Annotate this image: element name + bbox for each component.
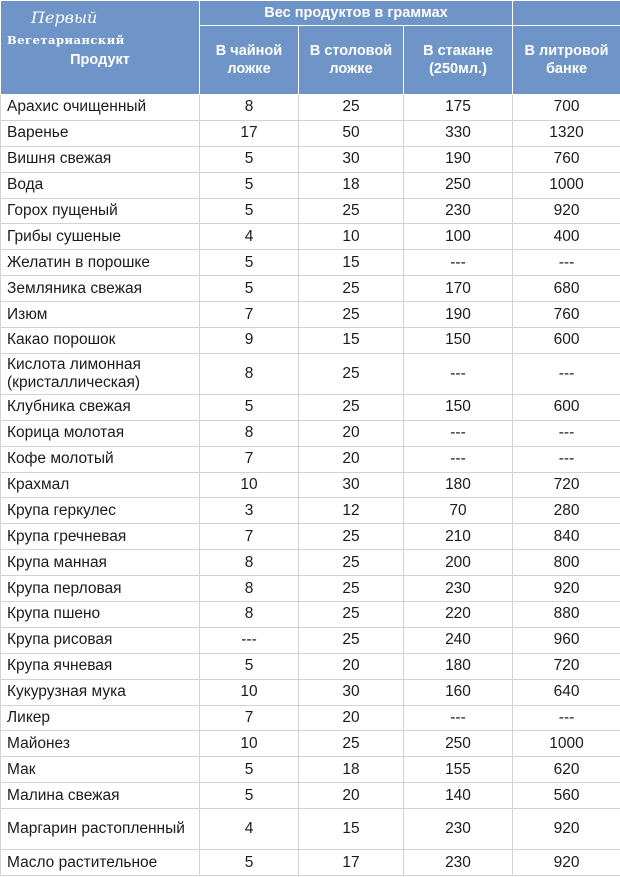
- table-row: [1, 627, 620, 653]
- tablespoon-cell: 17: [299, 850, 404, 876]
- tablespoon-cell: 20: [299, 783, 404, 809]
- product-cell: Желатин в порошке: [1, 250, 200, 276]
- product-cell: Вода: [1, 172, 200, 198]
- glass-cell: 230: [404, 198, 513, 224]
- teaspoon-cell: 4: [200, 809, 299, 850]
- header-blank-cell: [513, 1, 620, 26]
- tablespoon-cell: 25: [299, 731, 404, 757]
- liter-jar-cell: 680: [513, 276, 620, 302]
- product-cell: Маргарин растопленный: [1, 809, 200, 850]
- glass-cell: 175: [404, 95, 513, 121]
- table-row: [1, 394, 620, 420]
- tablespoon-cell: 30: [299, 472, 404, 498]
- tablespoon-cell: 25: [299, 302, 404, 328]
- tablespoon-cell: 25: [299, 576, 404, 602]
- teaspoon-cell: 4: [200, 224, 299, 250]
- glass-cell: 250: [404, 172, 513, 198]
- product-cell: Крупа пшено: [1, 602, 200, 628]
- tablespoon-cell: 25: [299, 627, 404, 653]
- liter-jar-cell: ---: [513, 420, 620, 446]
- teaspoon-column-header: В чайной ложке: [200, 26, 299, 95]
- teaspoon-cell: 9: [200, 328, 299, 354]
- table-row: [1, 420, 620, 446]
- tablespoon-cell: 25: [299, 198, 404, 224]
- glass-cell: 180: [404, 472, 513, 498]
- product-cell: Вишня свежая: [1, 146, 200, 172]
- teaspoon-cell: 5: [200, 250, 299, 276]
- product-cell: Корица молотая: [1, 420, 200, 446]
- glass-cell: 100: [404, 224, 513, 250]
- table-row: [1, 550, 620, 576]
- teaspoon-cell: 3: [200, 498, 299, 524]
- table-row: [1, 783, 620, 809]
- glass-cell: 330: [404, 120, 513, 146]
- table-header: [1, 1, 620, 95]
- product-cell: Крахмал: [1, 472, 200, 498]
- table-row: [1, 353, 620, 394]
- product-cell: Арахис очищенный: [1, 95, 200, 121]
- tablespoon-cell: 25: [299, 394, 404, 420]
- liter-jar-cell: 1000: [513, 172, 620, 198]
- liter-jar-cell: ---: [513, 353, 620, 394]
- teaspoon-cell: 5: [200, 198, 299, 224]
- liter-jar-cell: 960: [513, 627, 620, 653]
- glass-cell: 180: [404, 653, 513, 679]
- product-cell: Крупа манная: [1, 550, 200, 576]
- product-cell: Мак: [1, 757, 200, 783]
- glass-cell: 230: [404, 850, 513, 876]
- glass-cell: 150: [404, 394, 513, 420]
- teaspoon-cell: 7: [200, 705, 299, 731]
- table-row: [1, 172, 620, 198]
- liter-jar-cell: 800: [513, 550, 620, 576]
- table-row: [1, 224, 620, 250]
- table-row: [1, 146, 620, 172]
- product-cell: Варенье: [1, 120, 200, 146]
- teaspoon-cell: 5: [200, 146, 299, 172]
- table-row: [1, 95, 620, 121]
- liter-jar-cell: 920: [513, 576, 620, 602]
- glass-cell: 170: [404, 276, 513, 302]
- tablespoon-cell: 30: [299, 679, 404, 705]
- logo-line-2: Вегетарианский: [7, 33, 125, 47]
- product-cell: Клубника свежая: [1, 394, 200, 420]
- liter-jar-cell: 700: [513, 95, 620, 121]
- product-cell: Крупа гречневая: [1, 524, 200, 550]
- product-column-label: Продукт: [70, 52, 130, 68]
- product-cell: Какао порошок: [1, 328, 200, 354]
- liter-jar-cell: 600: [513, 394, 620, 420]
- glass-column-header: В стакане (250мл.): [404, 26, 513, 95]
- glass-cell: 250: [404, 731, 513, 757]
- glass-cell: 230: [404, 809, 513, 850]
- tablespoon-cell: 20: [299, 446, 404, 472]
- glass-cell: 190: [404, 146, 513, 172]
- liter-jar-cell: 640: [513, 679, 620, 705]
- tablespoon-cell: 30: [299, 146, 404, 172]
- header-group-label: Вес продуктов в граммах: [200, 1, 513, 26]
- teaspoon-cell: 10: [200, 731, 299, 757]
- liter-jar-cell: 720: [513, 472, 620, 498]
- table-row: [1, 276, 620, 302]
- glass-cell: 160: [404, 679, 513, 705]
- table-row: [1, 731, 620, 757]
- liter-jar-cell: 560: [513, 783, 620, 809]
- tablespoon-cell: 20: [299, 653, 404, 679]
- liter-jar-column-header: В литровой банке: [513, 26, 620, 95]
- tablespoon-cell: 25: [299, 524, 404, 550]
- table-row: [1, 302, 620, 328]
- glass-cell: 190: [404, 302, 513, 328]
- liter-jar-cell: 920: [513, 198, 620, 224]
- glass-cell: ---: [404, 446, 513, 472]
- glass-cell: 70: [404, 498, 513, 524]
- table-row: [1, 328, 620, 354]
- liter-jar-cell: ---: [513, 705, 620, 731]
- liter-jar-cell: ---: [513, 446, 620, 472]
- product-column-header: [1, 1, 200, 95]
- table-row: [1, 524, 620, 550]
- liter-jar-cell: 620: [513, 757, 620, 783]
- glass-cell: ---: [404, 705, 513, 731]
- product-cell: Крупа рисовая: [1, 627, 200, 653]
- teaspoon-cell: 7: [200, 446, 299, 472]
- glass-cell: 200: [404, 550, 513, 576]
- product-cell: Крупа перловая: [1, 576, 200, 602]
- product-cell: Грибы сушеные: [1, 224, 200, 250]
- table-row: [1, 250, 620, 276]
- liter-jar-cell: 720: [513, 653, 620, 679]
- product-cell: Ликер: [1, 705, 200, 731]
- teaspoon-cell: 8: [200, 95, 299, 121]
- teaspoon-cell: 10: [200, 472, 299, 498]
- teaspoon-cell: 8: [200, 602, 299, 628]
- table-row: [1, 679, 620, 705]
- glass-cell: 150: [404, 328, 513, 354]
- teaspoon-cell: 5: [200, 394, 299, 420]
- tablespoon-cell: 25: [299, 276, 404, 302]
- table-row: [1, 120, 620, 146]
- table-row: [1, 602, 620, 628]
- tablespoon-cell: 12: [299, 498, 404, 524]
- table-row: [1, 653, 620, 679]
- tablespoon-cell: 15: [299, 809, 404, 850]
- liter-jar-cell: 280: [513, 498, 620, 524]
- teaspoon-cell: 8: [200, 420, 299, 446]
- tablespoon-cell: 20: [299, 420, 404, 446]
- teaspoon-cell: 17: [200, 120, 299, 146]
- glass-cell: ---: [404, 420, 513, 446]
- liter-jar-cell: 400: [513, 224, 620, 250]
- product-cell: Майонез: [1, 731, 200, 757]
- glass-cell: 155: [404, 757, 513, 783]
- tablespoon-cell: 10: [299, 224, 404, 250]
- tablespoon-column-header: В столовой ложке: [299, 26, 404, 95]
- table-row: [1, 198, 620, 224]
- teaspoon-cell: 10: [200, 679, 299, 705]
- teaspoon-cell: 5: [200, 850, 299, 876]
- glass-cell: 230: [404, 576, 513, 602]
- teaspoon-cell: 7: [200, 524, 299, 550]
- liter-jar-cell: 1000: [513, 731, 620, 757]
- tablespoon-cell: 25: [299, 95, 404, 121]
- glass-cell: ---: [404, 250, 513, 276]
- product-cell: Кукурузная мука: [1, 679, 200, 705]
- product-cell: Крупа ячневая: [1, 653, 200, 679]
- table-row: [1, 757, 620, 783]
- product-cell: Кофе молотый: [1, 446, 200, 472]
- product-cell: Кислота лимонная (кристаллическая): [1, 353, 200, 394]
- product-cell: Крупа геркулес: [1, 498, 200, 524]
- liter-jar-cell: 840: [513, 524, 620, 550]
- teaspoon-cell: 5: [200, 172, 299, 198]
- liter-jar-cell: 760: [513, 146, 620, 172]
- teaspoon-cell: 5: [200, 653, 299, 679]
- table-row: [1, 472, 620, 498]
- glass-cell: 220: [404, 602, 513, 628]
- liter-jar-cell: ---: [513, 250, 620, 276]
- liter-jar-cell: 880: [513, 602, 620, 628]
- teaspoon-cell: 5: [200, 757, 299, 783]
- tablespoon-cell: 15: [299, 250, 404, 276]
- product-cell: Горох пущеный: [1, 198, 200, 224]
- teaspoon-cell: 8: [200, 550, 299, 576]
- liter-jar-cell: 1320: [513, 120, 620, 146]
- teaspoon-cell: 8: [200, 576, 299, 602]
- table-row: [1, 446, 620, 472]
- product-cell: Масло растительное: [1, 850, 200, 876]
- tablespoon-cell: 25: [299, 353, 404, 394]
- teaspoon-cell: 5: [200, 783, 299, 809]
- glass-cell: 210: [404, 524, 513, 550]
- logo-line-1: Первый: [31, 8, 98, 27]
- teaspoon-cell: 5: [200, 276, 299, 302]
- teaspoon-cell: 8: [200, 353, 299, 394]
- tablespoon-cell: 25: [299, 602, 404, 628]
- tablespoon-cell: 18: [299, 757, 404, 783]
- table-row: [1, 809, 620, 850]
- liter-jar-cell: 920: [513, 809, 620, 850]
- liter-jar-cell: 920: [513, 850, 620, 876]
- table-body: [1, 95, 620, 876]
- tablespoon-cell: 50: [299, 120, 404, 146]
- tablespoon-cell: 18: [299, 172, 404, 198]
- product-cell: Малина свежая: [1, 783, 200, 809]
- product-cell: Изюм: [1, 302, 200, 328]
- glass-cell: 240: [404, 627, 513, 653]
- liter-jar-cell: 760: [513, 302, 620, 328]
- glass-cell: ---: [404, 353, 513, 394]
- table-row: [1, 705, 620, 731]
- table-row: [1, 850, 620, 876]
- tablespoon-cell: 20: [299, 705, 404, 731]
- table-row: [1, 498, 620, 524]
- product-cell: Земляника свежая: [1, 276, 200, 302]
- tablespoon-cell: 15: [299, 328, 404, 354]
- table-row: [1, 576, 620, 602]
- liter-jar-cell: 600: [513, 328, 620, 354]
- tablespoon-cell: 25: [299, 550, 404, 576]
- glass-cell: 140: [404, 783, 513, 809]
- teaspoon-cell: ---: [200, 627, 299, 653]
- teaspoon-cell: 7: [200, 302, 299, 328]
